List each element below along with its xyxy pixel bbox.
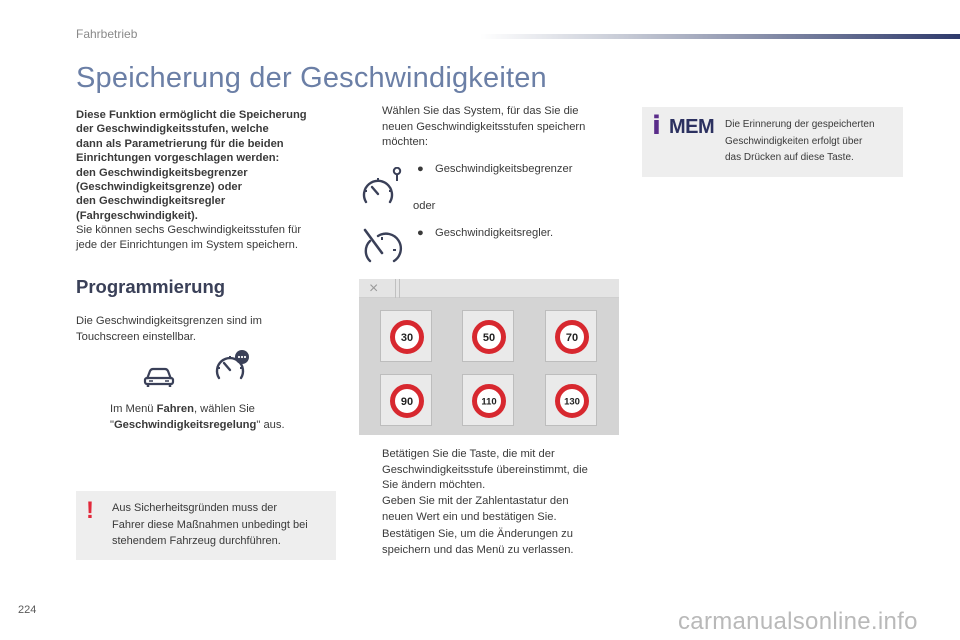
section-label: Fahrbetrieb bbox=[76, 27, 138, 41]
programming-heading: Programmierung bbox=[76, 276, 226, 297]
intro-normal-block: Sie können sechs Geschwindigkeitsstufen für jede der Einrichtungen im System speichern. bbox=[76, 224, 302, 251]
speed-button-110[interactable] bbox=[462, 374, 514, 426]
screen-header bbox=[359, 279, 619, 298]
speed-settings-icon bbox=[213, 350, 253, 384]
step-confirm: Bestätigen Sie, um die Änderungen zu speichern und das Menü zu verlassen. bbox=[382, 528, 574, 556]
step-press-button: Betätigen Sie die Taste, die mit der Geschwindigkeitsstufe übereinstimmt, die Sie ändern möchten. bbox=[382, 448, 588, 491]
or-text: oder bbox=[413, 200, 436, 212]
svg-text:110: 110 bbox=[481, 396, 497, 408]
option-cruise: ● Geschwindigkeitsregler. bbox=[417, 227, 554, 239]
info-box bbox=[642, 107, 903, 177]
warning-text: Aus Sicherheitsgründen muss der Fahrer diese Maßnahmen unbedingt bei stehendem Fahrzeug durchführen. bbox=[112, 502, 308, 547]
option-limiter: ● Geschwindigkeitsbegrenzer bbox=[417, 163, 573, 175]
svg-text:70: 70 bbox=[565, 332, 579, 344]
car-icon bbox=[143, 365, 175, 389]
speed-button-90[interactable] bbox=[380, 374, 432, 426]
programming-step: Im Menü Fahren, wählen Sie "Geschwindigkeitsregelung" aus. bbox=[110, 403, 285, 431]
page-number: 224 bbox=[18, 604, 37, 616]
info-text: Die Erinnerung der gespeicherten Geschwindigkeiten erfolgt über das Drücken auf diese Taste. bbox=[725, 119, 875, 163]
step-enter-value: Geben Sie mit der Zahlentastatur den neuen Wert ein und bestätigen Sie. bbox=[382, 495, 569, 523]
select-system-step: Wählen Sie das System, für das Sie die neuen Geschwindigkeitsstufen speichern möchten: bbox=[382, 105, 586, 148]
header-gradient-bar bbox=[480, 34, 960, 39]
speed-button-130[interactable] bbox=[545, 374, 597, 426]
programming-text: Die Geschwindigkeitsgrenzen sind im Touchscreen einstellbar. bbox=[76, 315, 262, 343]
speed-memory-screen bbox=[359, 279, 619, 435]
cruise-control-icon bbox=[361, 226, 407, 266]
svg-text:90: 90 bbox=[400, 396, 414, 408]
warning-icon: ! bbox=[86, 497, 94, 524]
intro-text bbox=[76, 108, 338, 252]
warning-box bbox=[76, 491, 336, 560]
svg-text:130: 130 bbox=[564, 396, 580, 408]
intro-bold-block: Diese Funktion ermöglicht die Speicherung der Geschwindigkeitsstufen, welche dann als Parametrierung für die beiden Einrichtungen vorgeschlagen werden: den Geschwindigkeitsbegrenzer (Geschwindigkeitsgrenze) oder den Geschwindigkeitsregler (Fahrgeschwindigkeit). bbox=[76, 109, 307, 222]
page-title: Speicherung der Geschwindigkeiten bbox=[76, 62, 547, 94]
speed-button-30[interactable] bbox=[380, 310, 432, 362]
speed-sign-icon bbox=[470, 382, 508, 420]
speed-sign-icon bbox=[553, 318, 591, 356]
info-icon: i bbox=[652, 111, 661, 141]
watermark: carmanualsonline.info bbox=[678, 608, 918, 635]
speed-sign-icon bbox=[388, 318, 426, 356]
svg-text:30: 30 bbox=[400, 332, 414, 344]
speed-sign-icon bbox=[388, 382, 426, 420]
close-icon[interactable]: × bbox=[369, 280, 379, 297]
speed-button-70[interactable] bbox=[545, 310, 597, 362]
speed-sign-icon bbox=[553, 382, 591, 420]
speed-limiter-icon bbox=[361, 167, 407, 207]
speed-sign-icon bbox=[470, 318, 508, 356]
svg-text:50: 50 bbox=[482, 332, 496, 344]
mem-button-label: MEM bbox=[669, 116, 715, 138]
speed-button-50[interactable] bbox=[462, 310, 514, 362]
